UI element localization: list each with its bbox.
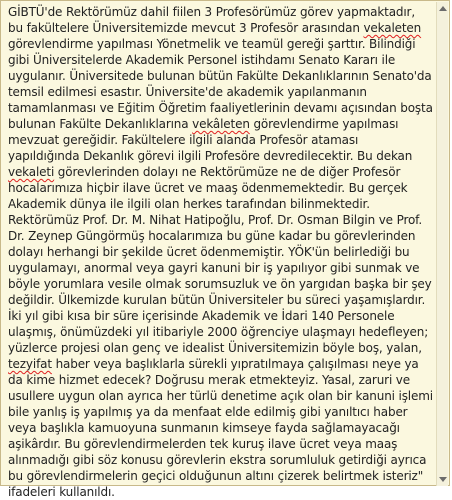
text-segment: görevlerinden dolayı ne Rektörümüze ne de diğer Profesör hocalarımıza hiçbir ilave ücret ve maaş ödenmemektedir. Bu gerçek Akademik dünya ile ilgili olan herkes tarafından bilinmektedir. Rektörümüz Prof. Dr. M. Nihat Hatipoğlu, Prof. Dr. Osman Bilgin ve Prof. Dr. Zeynep Güngörmüş hocalarımıza bu güne kadar bu görevlerinden dolayı herhangi bir şekilde ücret ödenmemiştir. YÖK'ün belirlediği bu uygulamayı, anormal veya gayri kanuni bir iş yapılıyor gibi sunmak ve böyle yorumlara vesile olmak sorumsuzluk ve ön yargıdan başka bir şey değildir. Ülkemizde kurulan bütün Üniversiteler bu süreci yaşamışlardır. İki yıl gibi kısa bir süre içerisinde Akademik ve İdari 140 Personele ulaşmış, önümüzdeki yıl itibariyle 2000 öğrenciye ulaşmayı hedefleyen; yüzlerce projesi olan genç ve idealist Üniversitemizin böyle boş, yalan, <box>8 165 432 355</box>
arrow-up-icon <box>439 6 447 11</box>
misspelled-word[interactable]: vekaleten <box>363 21 422 35</box>
text-segment: görevlendirme yapılması Yönetmelik ve teamül gereği şarttır. Bilindiği gibi Üniversitelerde Akademik Personel istihdamı Senato Kararı ile uygulanır. Üniversitede bulunan bütün Fakülte Dekanlıklarının Senato'da temsil edilmesi esastır. Üniversite'de akademik yapılanmanın tamamlanması ve Eğitim Öğretim faaliyetlerinin devamı açısından boşta bulunan Fakülte Dekanlıklarına <box>8 37 433 131</box>
news-text-area[interactable] <box>2 2 438 499</box>
scroll-down-button[interactable] <box>437 474 448 485</box>
misspelled-word[interactable]: vekaleti <box>8 165 55 179</box>
misspelled-word[interactable]: tezyifat <box>8 357 52 371</box>
text-segment: görevlendirme yapılması mevzuat gereğidir. Fakültelere ilgili alanda Profesör ataması yapıldığında Dekanlık görevi ilgili Profesöre devredilecektir. Bu dekan <box>8 117 413 163</box>
scroll-up-button[interactable] <box>437 3 448 14</box>
vertical-scrollbar[interactable] <box>436 2 448 486</box>
text-segment: GİBTÜ'de Rektörümüz dahil fiilen 3 Profesörümüz görev yapmaktadır, bu fakültelere Üniversitemizde mevcut 3 Profesör arasından <box>8 5 415 35</box>
arrow-down-icon <box>439 477 447 482</box>
text-segment: haber veya başlıklarla sürekli yıpratılmaya çalışılması neye ya da kime hizmet edecek? Doğrusu merak etmekteyiz. Yasal, zaruri ve usullere uygun olan ayrıca her türlü denetime açık olan bir kanuni işlemi bile yanlış iş yapılmış ya da menfaat elde edilmiş gibi yanıltıcı haber veya başlıkla kamuoyuna sunmanın kimseye fayda sağlamayacağı aşikârdır. Bu görevlendirmelerden tek kuruş ilave ücret veya maaş alınmadığı gibi söz konusu görevlerin ekstra sorumluluk getirdiği ayrıca bu görevlendirmelerin geçici olduğunun altını çizerek belirtmek isteriz" ifadeleri kullanıldı. <box>8 357 433 499</box>
misspelled-word[interactable]: vekâleten <box>192 117 250 131</box>
